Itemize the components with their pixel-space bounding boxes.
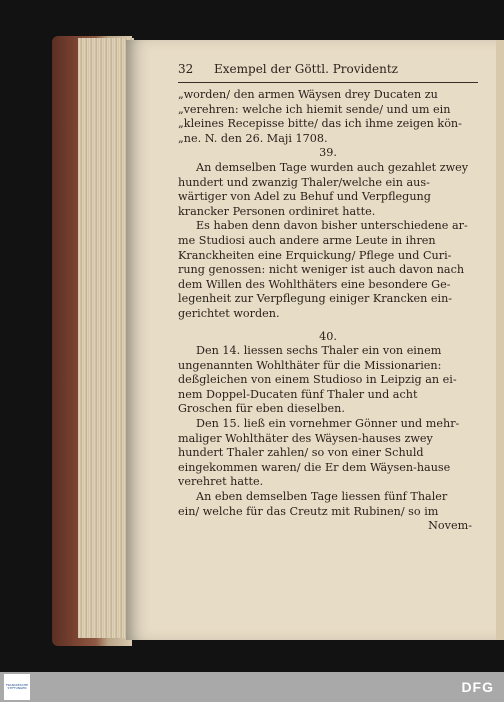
text-line: An demselben Tage wurden auch gezahlet zwey xyxy=(196,160,469,174)
page-header xyxy=(178,62,478,76)
text-line: verehret hatte. xyxy=(178,475,264,489)
catchword: Novem- xyxy=(428,519,472,533)
text-line: ein/ welche für das Creutz mit Rubinen/ so im xyxy=(178,504,439,518)
text-line: ungenannten Wohlthäter für die Missionarien: xyxy=(178,358,442,372)
text-line: eingekommen waren/ die Er dem Wäysen-hause xyxy=(178,460,451,474)
text-line: „verehren: welche ich hiemit sende/ und um ein xyxy=(178,102,451,116)
text-line: An eben demselben Tage liessen fünf Thaler xyxy=(196,490,448,504)
text-line: Den 15. ließ ein vornehmer Gönner und mehr- xyxy=(196,417,460,431)
text-line: Groschen für eben dieselben. xyxy=(178,402,345,416)
running-head: Exempel der Göttl. Providentz xyxy=(214,62,399,76)
text-line: Es haben denn davon bisher unterschiedene ar- xyxy=(196,219,468,233)
section-number: 39. xyxy=(319,146,337,160)
page-number: 32 xyxy=(178,62,194,76)
text-line: me Studiosi auch andere arme Leute in ihren xyxy=(178,233,436,247)
institution-logo-text: FRANCKESCHE STIFTUNGEN xyxy=(5,683,29,690)
text-line: wärtiger von Adel zu Behuf und Verpflegung xyxy=(178,190,431,204)
text-line: deßgleichen von einem Studioso in Leipzig an ei- xyxy=(178,373,457,387)
text-line: Den 14. liessen sechs Thaler ein von einem xyxy=(196,344,442,358)
text-line: nem Doppel-Ducaten fünf Thaler und acht xyxy=(178,387,418,401)
text-line: legenheit zur Verpflegung einiger Krancken ein- xyxy=(178,292,453,306)
facing-page-edge xyxy=(496,40,504,640)
section-number: 40. xyxy=(319,329,337,343)
text-line: hundert und zwanzig Thaler/welche ein aus- xyxy=(178,175,430,189)
text-line: hundert Thaler zahlen/ so von einer Schuld xyxy=(178,446,424,460)
text-line: krancker Personen ordiniret hatte. xyxy=(178,204,376,218)
institution-logo xyxy=(4,674,30,700)
text-line: „kleines Recepisse bitte/ das ich ihme zeigen kön- xyxy=(178,117,462,131)
text-line: dem Willen des Wohlthäters eine besondere Ge- xyxy=(178,277,451,291)
header-rule xyxy=(178,82,478,83)
viewer-footer-bar xyxy=(0,672,504,702)
text-line: rung genossen: nicht weniger ist auch davon nach xyxy=(178,263,465,277)
page-body xyxy=(178,88,478,534)
text-line: Kranckheiten eine Erquickung/ Pflege und Curi- xyxy=(178,248,452,262)
text-line: „worden/ den armen Wäysen drey Ducaten zu xyxy=(178,88,438,101)
text-line: maliger Wohlthäter des Wäysen-hauses zwey xyxy=(178,431,433,445)
text-line: gerichtet worden. xyxy=(178,306,280,320)
text-line: „ne. N. den 26. Maji 1708. xyxy=(178,131,328,145)
dfg-logo: DFG xyxy=(461,679,494,695)
